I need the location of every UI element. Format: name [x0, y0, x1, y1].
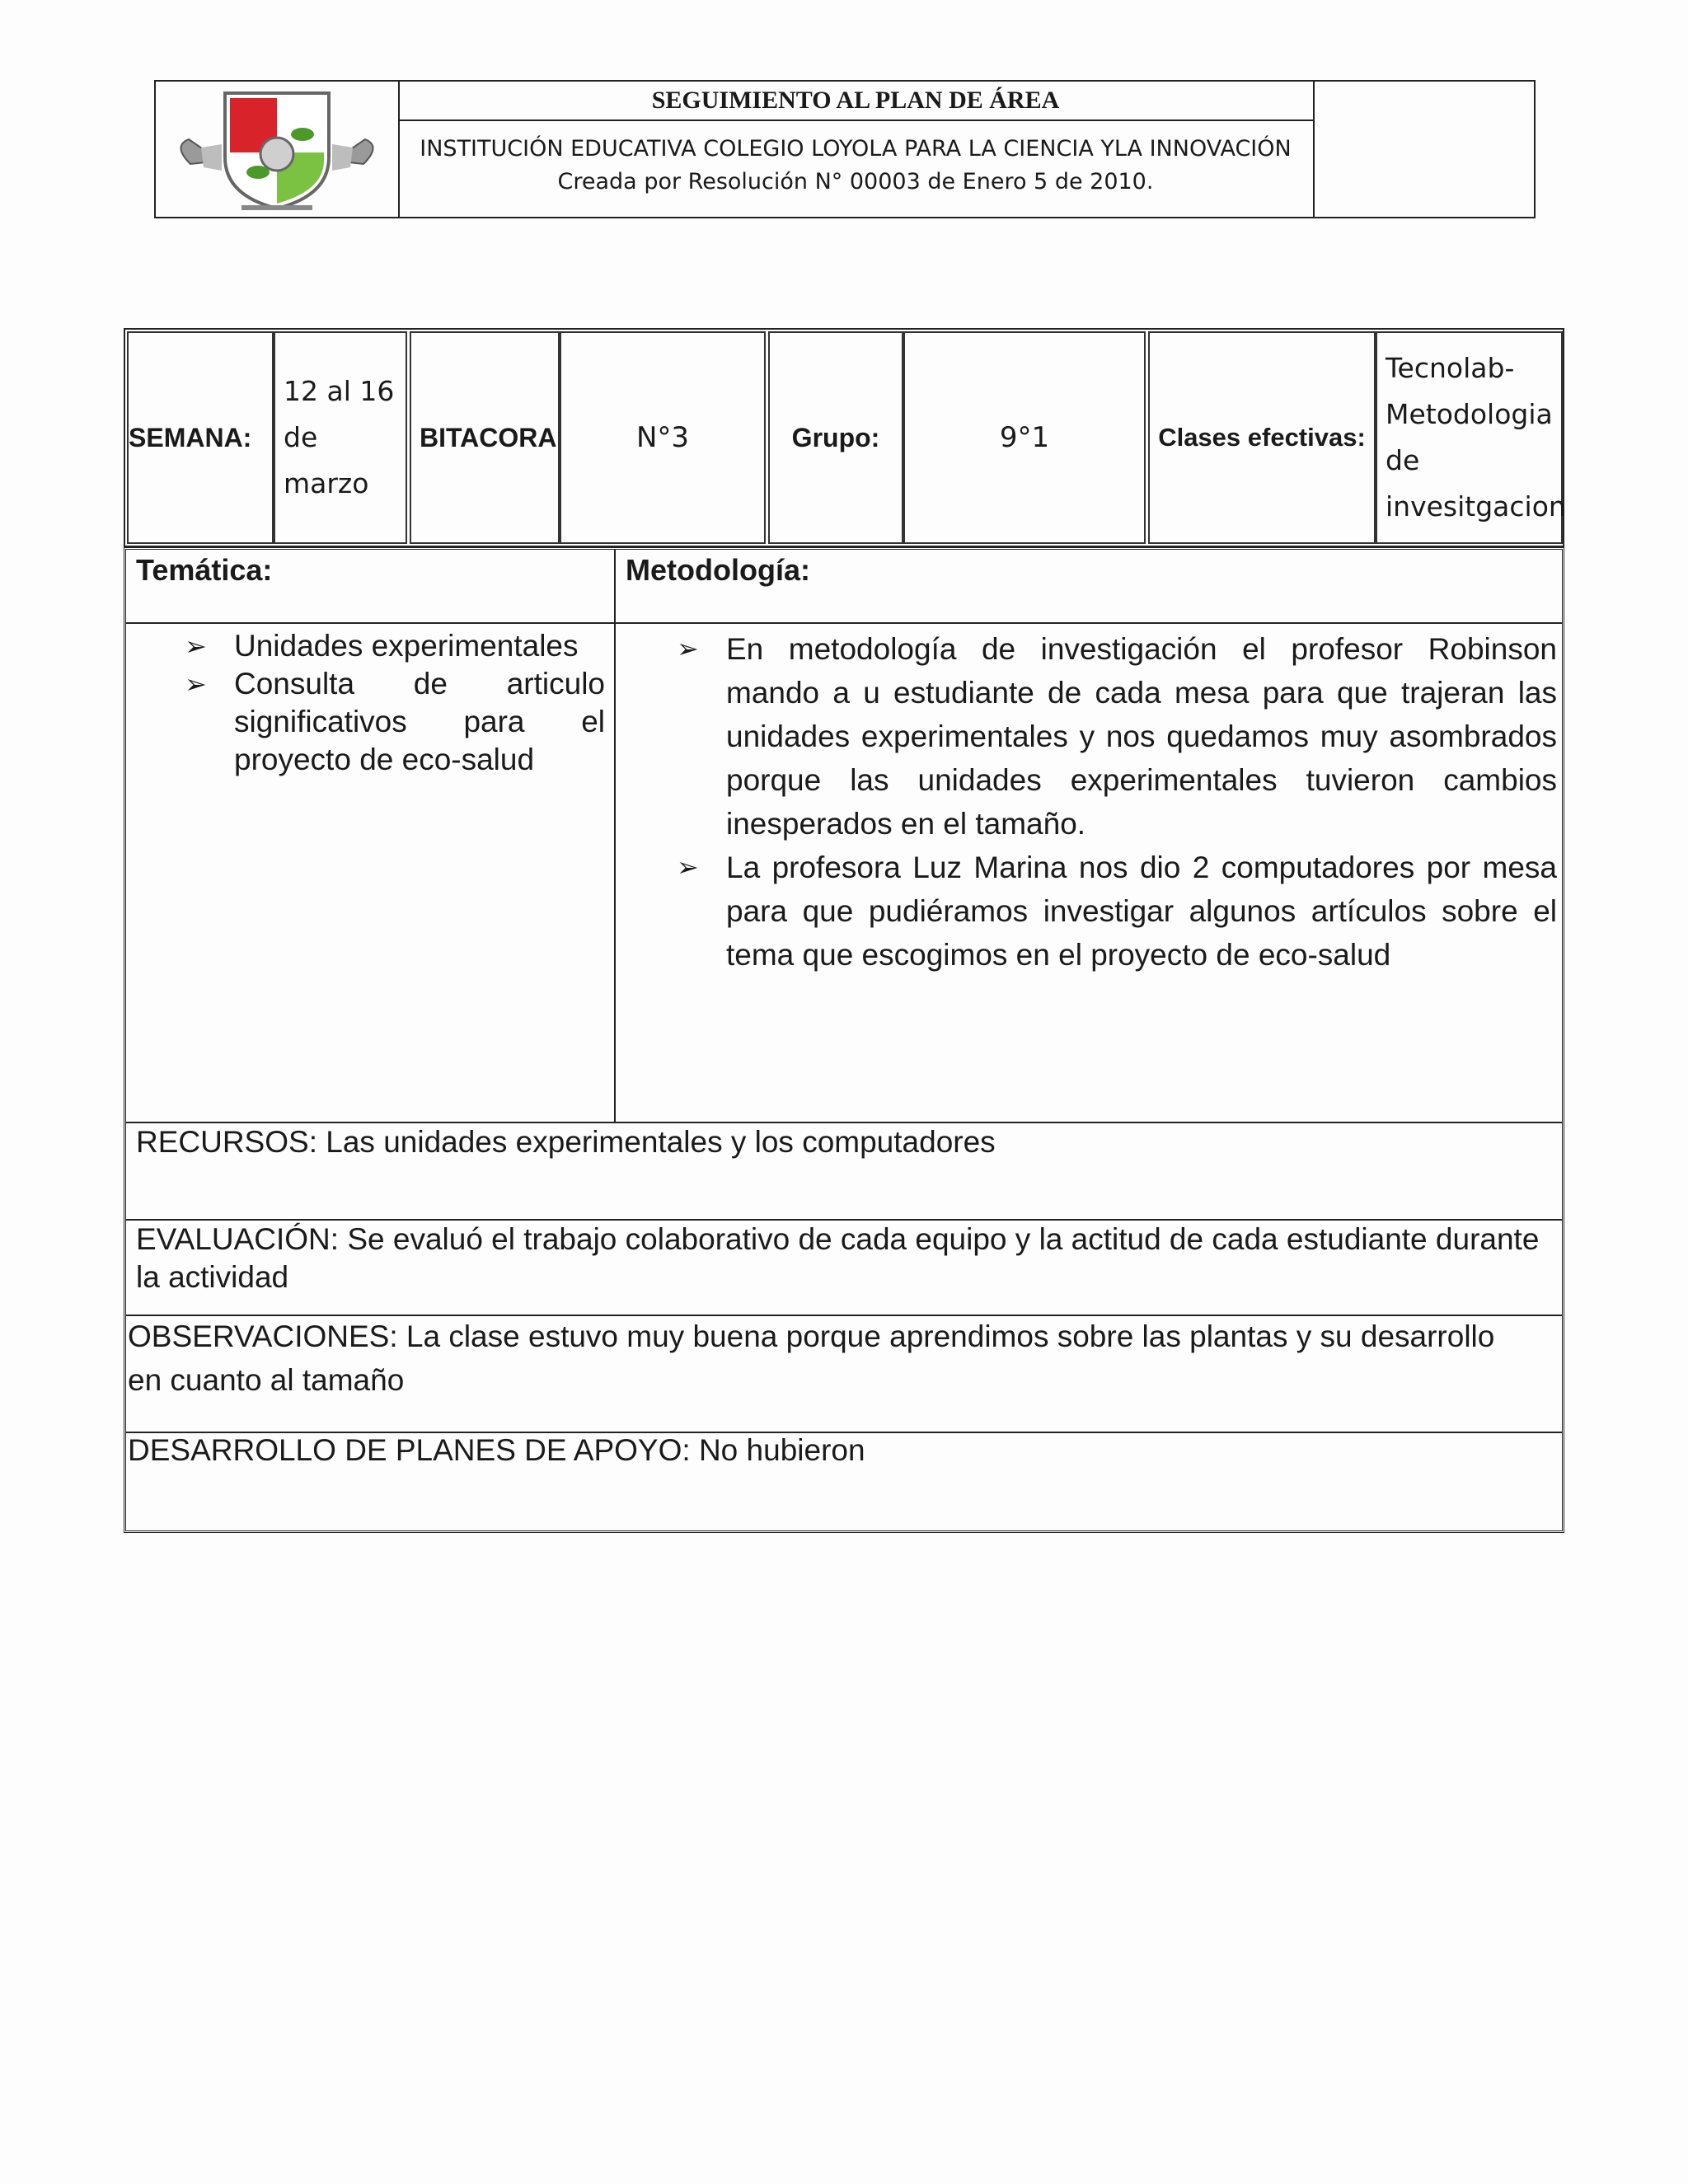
header-title-cell — [398, 82, 1315, 217]
bitacora-label: BITACORA — [410, 331, 560, 544]
evaluacion-row — [126, 1219, 1562, 1316]
institution-name: INSTITUCIÓN EDUCATIVA COLEGIO LOYOLA PARA LA CIENCIA YLA INNOVACIÓN — [420, 136, 1292, 162]
section-content-row — [126, 622, 1562, 1123]
header-table — [154, 80, 1536, 218]
metodologia-label: Metodología: — [626, 553, 810, 587]
recursos-text: RECURSOS: Las unidades experimentales y los computadores — [136, 1125, 996, 1159]
logo-cell — [156, 82, 400, 217]
metodologia-list — [677, 627, 1557, 977]
tematica-list — [185, 627, 605, 779]
observaciones-text: OBSERVACIONES: La clase estuvo muy buena porque aprendimos sobre las plantas y su desarrollo en cuanto al tamaño — [128, 1319, 1495, 1397]
tematica-label: Temática: — [136, 553, 273, 587]
list-item: ➢ La profesora Luz Marina nos dio 2 computadores por mesa para que pudiéramos investigar algunos artículos sobre el tema que escogimos en el proyecto de eco-salud — [726, 846, 1557, 977]
semana-value: 12 al 16 de marzo — [274, 331, 407, 544]
list-item: ➢ En metodología de investigación el profesor Robinson mando a u estudiante de cada mesa para que trajeran las unidades experimentales y nos quedamos muy asombrados porque las unidades experimentales tuvieron cambios inesperados en el tamaño. — [726, 627, 1557, 846]
clases-efectivas-value: Tecnolab- Metodologia de invesitgacion — [1376, 331, 1563, 544]
grupo-value: 9°1 — [903, 331, 1146, 544]
main-grid — [124, 547, 1564, 1533]
grupo-label: Grupo: — [768, 331, 903, 544]
institution-info — [398, 121, 1313, 199]
list-item: ➢ Consulta de articulo significativos para el proyecto de eco-salud — [185, 667, 605, 776]
desarrollo-text: DESARROLLO DE PLANES DE APOYO: No hubieron — [128, 1433, 865, 1467]
list-item: ➢ Unidades experimentales — [234, 627, 605, 665]
desarrollo-row — [126, 1432, 1562, 1530]
semana-label: SEMANA: — [127, 331, 274, 544]
metodologia-content — [677, 627, 1557, 977]
tematica-content — [185, 627, 605, 779]
info-row — [124, 328, 1564, 547]
school-crest-icon — [156, 82, 398, 217]
header-empty-cell — [1315, 82, 1534, 217]
arrow-bullet-icon: ➢ — [185, 630, 207, 662]
arrow-bullet-icon: ➢ — [677, 633, 699, 664]
document-title: SEGUIMIENTO AL PLAN DE ÁREA — [398, 82, 1313, 121]
bitacora-value: N°3 — [560, 331, 766, 544]
observaciones-row — [126, 1315, 1562, 1433]
resolution-text: Creada por Resolución N° 00003 de Enero 5 de 2010. — [557, 169, 1154, 194]
clases-efectivas-label: Clases efectivas: — [1148, 331, 1376, 544]
recursos-row — [126, 1122, 1562, 1221]
arrow-bullet-icon: ➢ — [185, 668, 207, 700]
arrow-bullet-icon: ➢ — [677, 851, 699, 883]
evaluacion-text: EVALUACIÓN: Se evaluó el trabajo colaborativo de cada equipo y la actitud de cada estudiante durante la actividad — [136, 1222, 1540, 1294]
section-labels-row — [126, 550, 1562, 624]
